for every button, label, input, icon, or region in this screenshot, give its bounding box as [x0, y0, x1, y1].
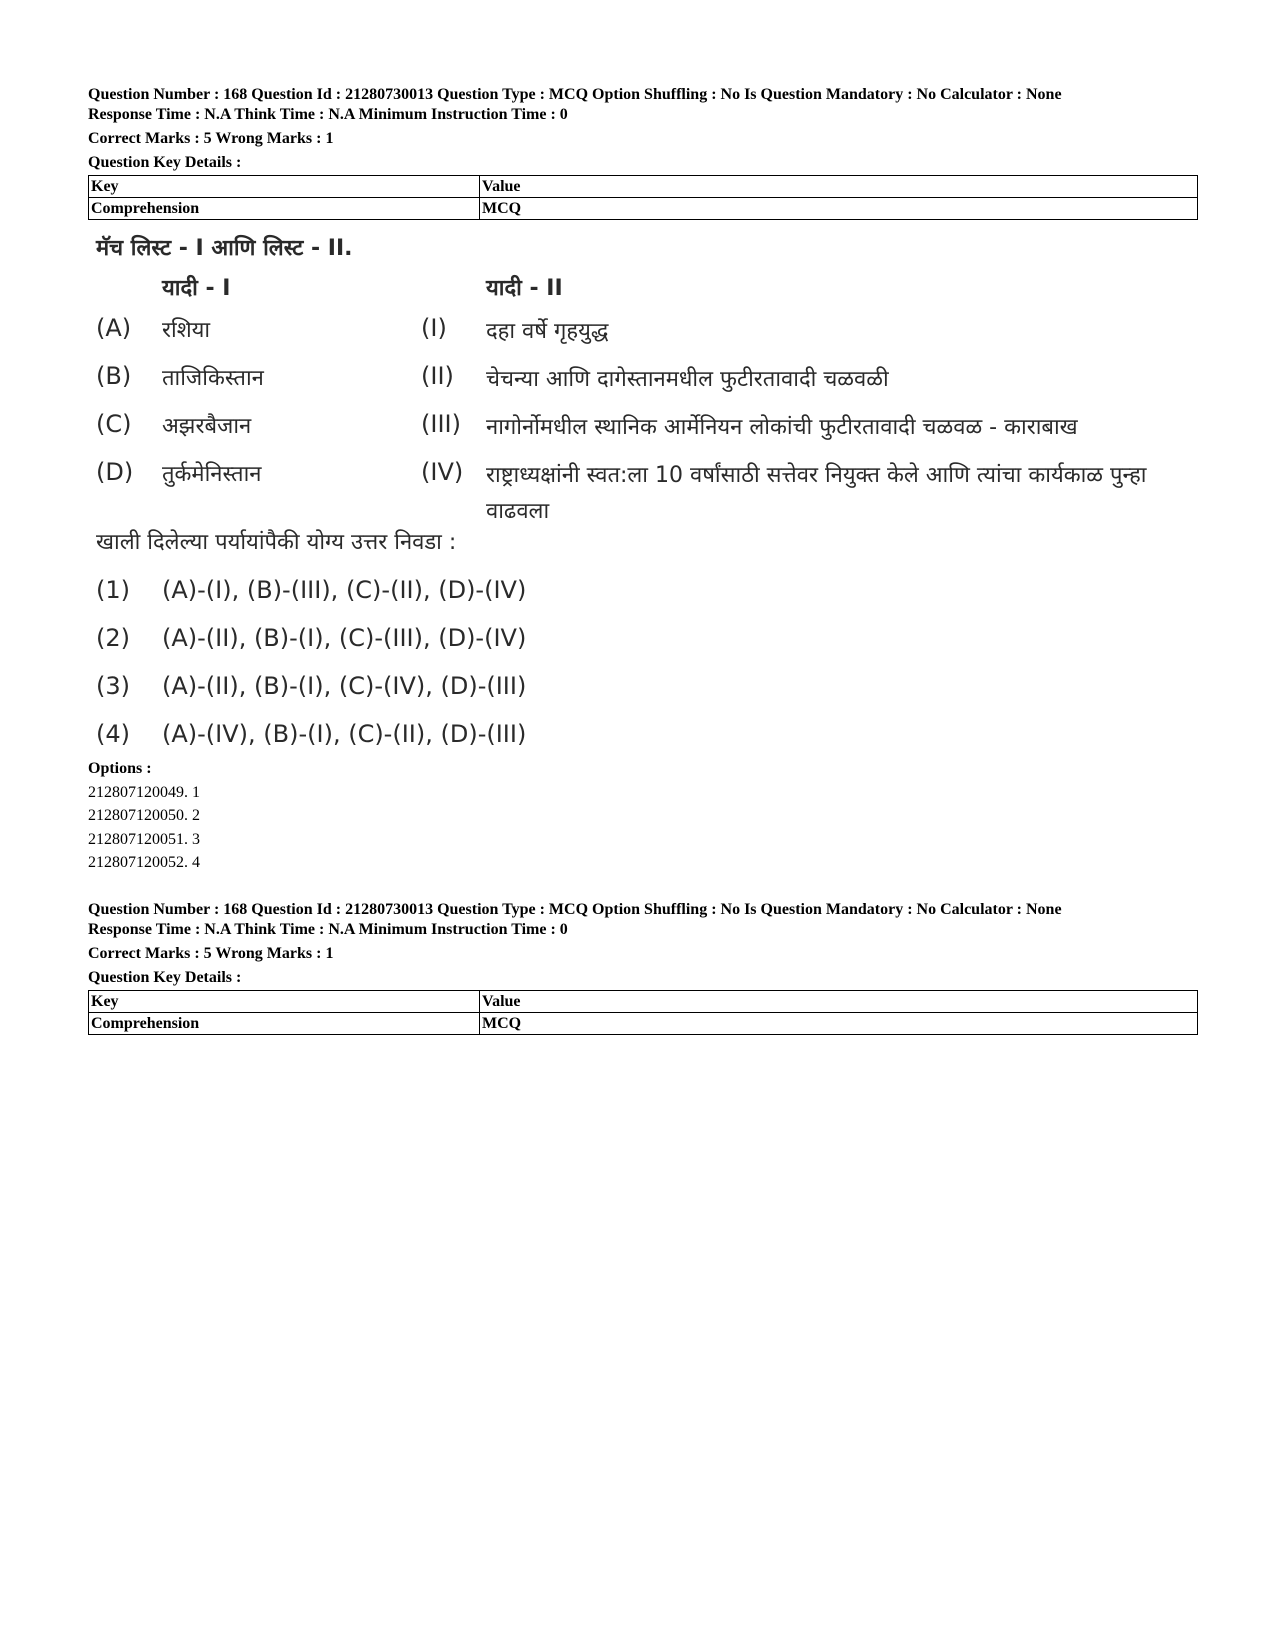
options-title: Options : — [88, 760, 152, 777]
roman-label: (III) — [421, 410, 461, 438]
list1-item: रशिया — [162, 318, 211, 343]
answer-choice — [96, 576, 526, 604]
list2-item: चेचन्या आणि दागेस्तानमधील फुटीरतावादी चळवळी — [486, 367, 889, 392]
roman-label: (I) — [421, 314, 447, 342]
question-header-2 — [88, 900, 1198, 1035]
key-details-label: Question Key Details : — [88, 969, 242, 986]
question-meta-line-2: Response Time : N.A Think Time : N.A Minimum Instruction Time : 0 — [88, 921, 568, 938]
roman-label: (IV) — [421, 458, 464, 486]
marks-line: Correct Marks : 5 Wrong Marks : 1 — [88, 945, 334, 962]
table-header-key: Key — [89, 991, 480, 1013]
choice-number: (1) — [96, 576, 130, 604]
question-meta-line-2: Response Time : N.A Think Time : N.A Minimum Instruction Time : 0 — [88, 106, 568, 123]
key-details-table — [88, 990, 1198, 1035]
list2-item: राष्ट्राध्यक्षांनी स्वत:ला 10 वर्षांसाठी सत्तेवर नियुक्त केले आणि त्यांचा कार्यकाळ पुन्हा वाढवला — [486, 463, 1147, 524]
answer-choice — [96, 624, 526, 652]
question-meta-line-1: Question Number : 168 Question Id : 21280730013 Question Type : MCQ Option Shuffling : No Is Question Mandatory : No Calculator : None — [88, 86, 1062, 103]
question-header-1 — [88, 85, 1198, 220]
choice-number: (3) — [96, 672, 130, 700]
table-row — [89, 198, 1198, 220]
marks-line: Correct Marks : 5 Wrong Marks : 1 — [88, 130, 334, 147]
table-header-value: Value — [480, 991, 1198, 1013]
key-details-table — [88, 175, 1198, 220]
question-meta-line-1: Question Number : 168 Question Id : 21280730013 Question Type : MCQ Option Shuffling : No Is Question Mandatory : No Calculator : None — [88, 901, 1062, 918]
key-details-label: Question Key Details : — [88, 154, 242, 171]
choice-text: (A)-(II), (B)-(I), (C)-(III), (D)-(IV) — [162, 624, 527, 652]
list1-heading: यादी - I — [162, 276, 231, 301]
table-cell-value: MCQ — [480, 1013, 1198, 1035]
table-header-row — [89, 991, 1198, 1013]
answer-choice — [96, 672, 526, 700]
choice-text: (A)-(IV), (B)-(I), (C)-(II), (D)-(III) — [162, 720, 527, 748]
row-label: (C) — [96, 410, 132, 438]
answer-choice — [96, 720, 526, 748]
question-prompt: मॅच लिस्ट - I आणि लिस्ट - II. — [96, 236, 353, 261]
table-header-key: Key — [89, 176, 480, 198]
choice-text: (A)-(II), (B)-(I), (C)-(IV), (D)-(III) — [162, 672, 527, 700]
option-item: 212807120049. 1 — [88, 783, 200, 801]
row-label: (A) — [96, 314, 132, 342]
option-item: 212807120051. 3 — [88, 830, 200, 848]
option-item: 212807120052. 4 — [88, 854, 200, 871]
list2-item: दहा वर्षे गृहयुद्ध — [486, 319, 609, 344]
table-header-value: Value — [480, 176, 1198, 198]
list1-item: तुर्कमेनिस्तान — [162, 462, 262, 487]
option-item: 212807120050. 2 — [88, 807, 200, 824]
choice-number: (2) — [96, 624, 130, 652]
list2-heading: यादी - II — [486, 276, 563, 301]
table-cell-key: Comprehension — [89, 198, 480, 220]
table-header-row — [89, 176, 1198, 198]
options-list — [88, 757, 200, 875]
roman-label: (II) — [421, 362, 454, 390]
list1-item: ताजिकिस्तान — [162, 366, 264, 391]
list1-item: अझरबैजान — [162, 414, 252, 439]
list2-item: नागोर्नोमधील स्थानिक आर्मेनियन लोकांची फुटीरतावादी चळवळ - काराबाख — [486, 415, 1078, 440]
choice-text: (A)-(I), (B)-(III), (C)-(II), (D)-(IV) — [162, 576, 527, 604]
row-label: (B) — [96, 362, 132, 390]
choice-number: (4) — [96, 720, 130, 748]
question-instruction: खाली दिलेल्या पर्यायांपैकी योग्य उत्तर निवडा : — [96, 530, 457, 555]
row-label: (D) — [96, 458, 134, 486]
table-cell-value: MCQ — [480, 198, 1198, 220]
table-row — [89, 1013, 1198, 1035]
table-cell-key: Comprehension — [89, 1013, 480, 1035]
